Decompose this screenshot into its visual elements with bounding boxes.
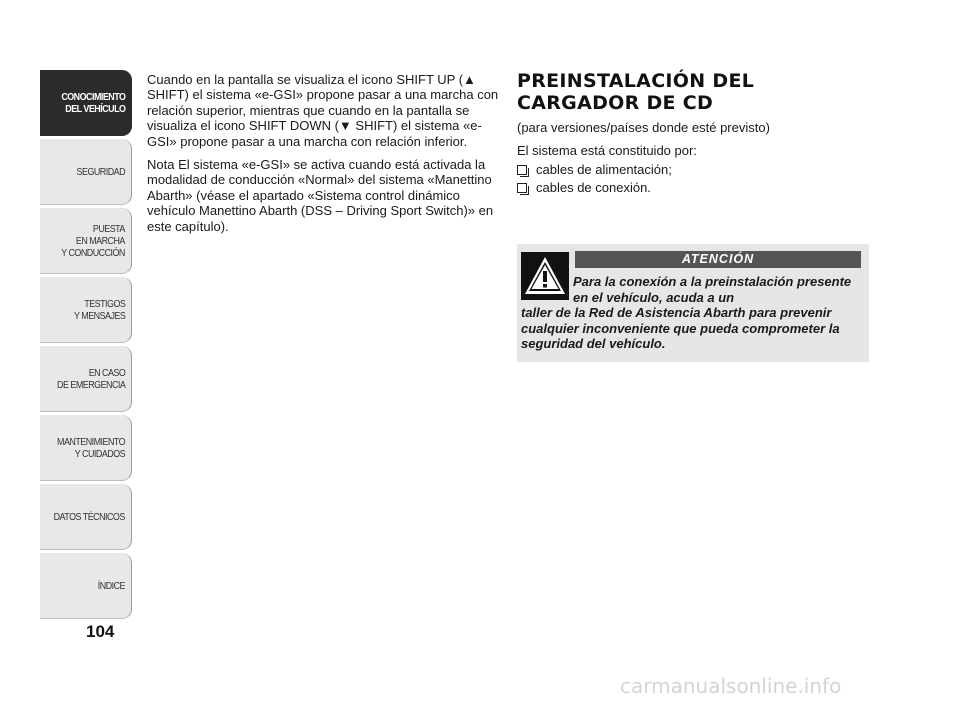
list-item [517,179,869,197]
tab-label: MANTENIMIENTO Y CUIDADOS [56,435,125,460]
page-number: 104 [86,622,115,641]
warning-text [521,274,861,352]
warning-text-rest: taller de la Red de Asistencia Abarth para prevenir cualquier inconveniente que pueda comprometer la seguridad del vehículo. [521,305,840,352]
list-item-text: cables de alimentación; [536,161,672,177]
tab-testigos-y-mensajes[interactable] [40,277,132,343]
tab-datos-tecnicos[interactable] [40,484,132,550]
tab-indice[interactable] [40,553,132,619]
paragraph-note: Nota El sistema «e-GSI» se activa cuando está activada la modalidad de conducción «Normal» del sistema «Manettino Abarth» (véase el apartado «Sistema control dinámico vehículo Manettino Abarth (DSS – Driving Sport Switch)» en este capítulo). [147,157,494,234]
tab-label: EN CASO DE EMERGENCIA [56,366,125,391]
left-column [147,72,499,242]
tab-label: TESTIGOS Y MENSAJES [73,297,125,322]
checkbox-bullet-icon [517,183,527,193]
section-subtitle: (para versiones/países donde esté previsto) [517,120,770,135]
warning-panel [517,244,869,362]
tab-puesta-en-marcha[interactable] [40,208,132,274]
tab-label: PUESTA EN MARCHA Y CONDUCCIÓN [61,222,125,259]
section-intro: El sistema está constituido por: [517,143,697,159]
warning-title: ATENCIÓN [575,251,861,268]
tab-en-caso-de-emergencia[interactable] [40,346,132,412]
list-item-text: cables de conexión. [536,179,651,195]
right-column [517,70,869,197]
paragraph-shift: Cuando en la pantalla se visualiza el icono SHIFT UP (▲ SHIFT) el sistema «e-GSI» propone pasar a una marcha con relación superior, mientras que cuando en la pantalla se visualiza el icono SHIFT DOWN (▼ SHIFT) el sistema «e-GSI» propone pasar a una marcha con relación inferior. [147,72,499,149]
warning-text-lead: Para la conexión a la preinstalación presente en el vehículo, acuda a un [573,274,852,305]
tab-label: CONOCIMIENTO DEL VEHÍCULO [60,90,125,115]
section-heading: PREINSTALACIÓN DEL CARGADOR DE CD [517,70,755,114]
watermark: carmanualsonline.info [620,674,842,698]
tab-mantenimiento[interactable] [40,415,132,481]
checkbox-bullet-icon [517,165,527,175]
tab-label: DATOS TÉCNICOS [53,510,125,523]
tab-conocimiento-del-vehiculo[interactable] [40,70,132,136]
tab-seguridad[interactable] [40,139,132,205]
tab-label: ÍNDICE [97,579,125,592]
list-item [517,161,869,179]
tab-label: SEGURIDAD [76,165,125,178]
component-list [517,161,869,197]
